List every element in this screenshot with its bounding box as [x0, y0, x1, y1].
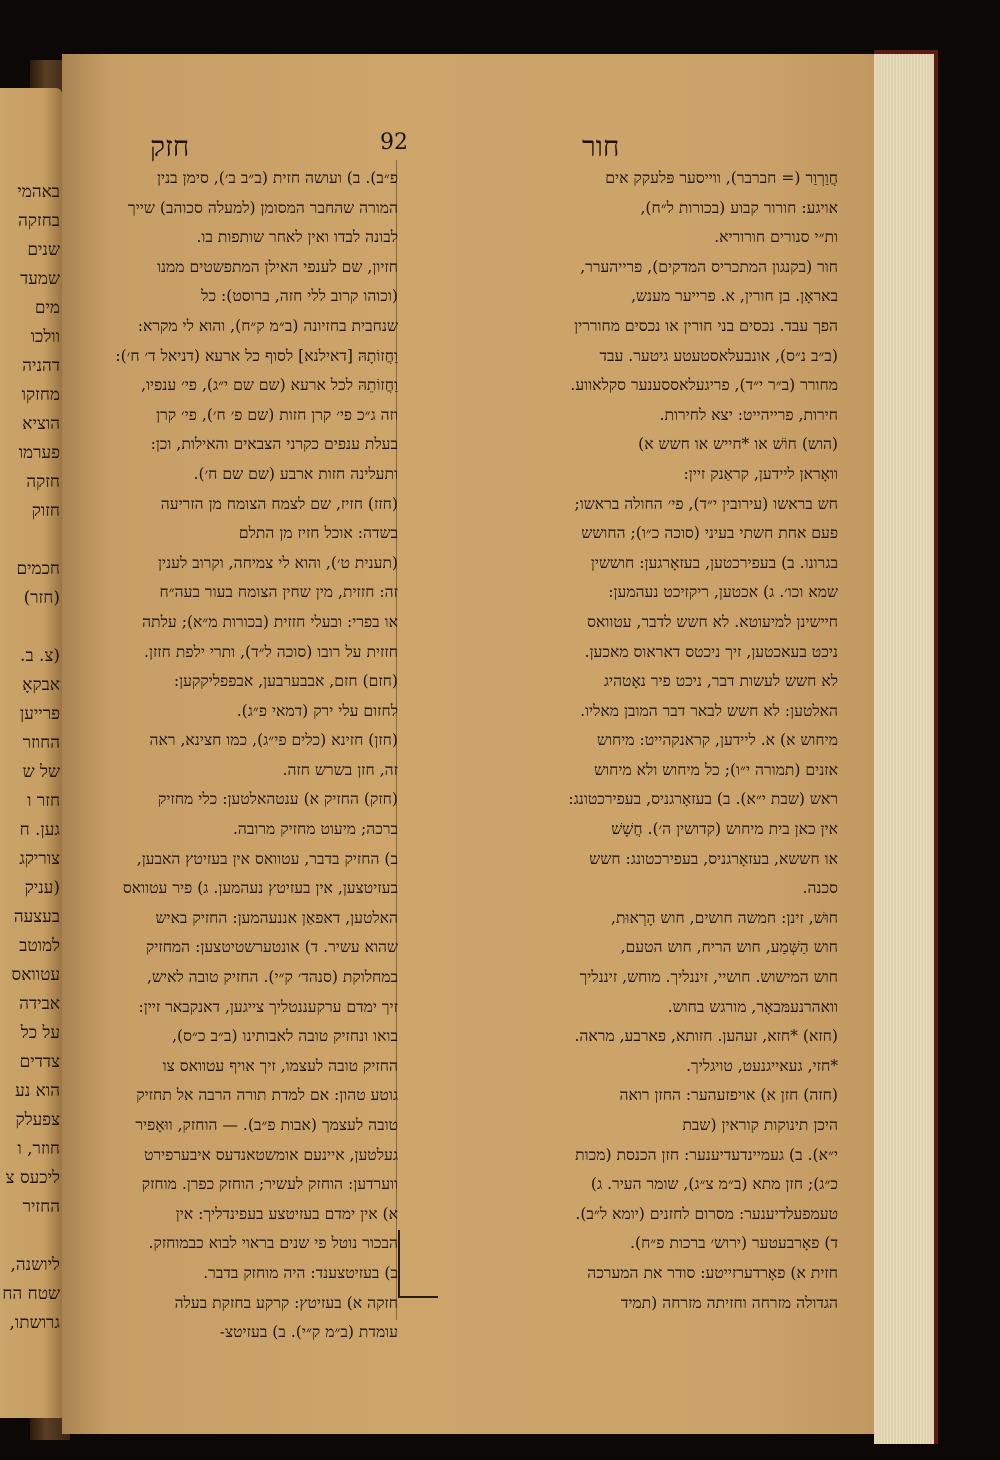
text-line: בגרונו. ב) בעפירכטען, בעזאָרגען: חוששין: [590, 553, 838, 572]
fragment-line: שנים: [27, 240, 60, 260]
text-line: חוש המישוש. חושיי, זיננליך. מוחש, זיננליך: [579, 968, 838, 987]
text-line: היכן תינוקות קוראין (שבת: [682, 1116, 838, 1134]
fragment-line: מים: [34, 298, 60, 318]
text-line: ותעלינה חזות ארבע (שם שם ח׳).: [193, 464, 398, 483]
text-line: ראש (שבת י״א). ב) בעזאָרגניס, בעפירכטונג:: [568, 790, 838, 809]
text-line: כ״ג); חזן מתא (ב״מ צ״ג), שומר העיר. ג): [590, 1175, 838, 1194]
text-line: או חששא, בעזאָרגניס, בעפירכטונג: חשש: [589, 849, 838, 868]
text-line: האלטען, דאפאַן אננעהמען: החזיק באיש: [155, 908, 398, 927]
text-line: (חזז) חזיז, שם לצמח הצומח מן הזריעה: [160, 494, 398, 513]
fragment-line: בחזקה: [18, 211, 60, 231]
text-line: מחורר (ב״ר י״ד), פריגעלאססענער סקלאווע.: [570, 376, 838, 395]
fragment-line: צפעלק: [15, 1110, 60, 1130]
text-line: חזיון, שם לענפי האילן המתפשטים ממנו: [157, 257, 398, 276]
text-line: (חזן) חזינא (כלים פי״ג), כמו חצינא, ראה: [149, 731, 398, 750]
page-edges: [874, 50, 938, 1444]
fragment-line: באהמי: [17, 182, 60, 202]
running-head-right: חור: [582, 130, 620, 163]
page-number: 92: [380, 130, 408, 155]
text-line: שמא וכו׳. ג) אכטען, ריקזיכט נעהמען:: [608, 583, 838, 602]
fragment-line: על כל: [20, 1023, 60, 1043]
bracket-mark-foot: [398, 1296, 438, 1298]
text-line: בשדה: אוכל חזיז מן התלם: [238, 524, 398, 543]
fragment-line: הוציא: [22, 414, 60, 434]
text-line: עומדת (ב״מ ק״י). ב) בעזיטצ-: [219, 1323, 398, 1342]
fragment-line: [0, 1222, 60, 1251]
text-line: חוּשׁ, זינן: חמשה חושים, חוש הָרְאוּת,: [611, 908, 838, 927]
text-line: במחלוקת (סנהד׳ ק״י). החזיק טובה לאיש,: [146, 968, 398, 987]
text-line: ב) החזיק בדבר, עטוואס אין בעזיטץ האבען,: [136, 849, 398, 868]
text-line: (חזק) החזיק א) ענטהאלטען: כלי מחזיק: [158, 790, 398, 809]
text-line: (ב״ב נ״ס), אונבעלאסטעטע גיטער. עבד: [599, 346, 838, 365]
bracket-mark: [398, 1230, 400, 1298]
text-line: חֲוַרְוַר (= חברבר), ווייסער פּלעקק אים: [605, 169, 838, 187]
text-line: וַחֲזוֹתָהּ [דאילנא] לסוף כל ארעא (דניאל ד׳ ח׳):: [115, 346, 398, 365]
fragment-line: החוזר: [22, 733, 60, 753]
fragment-line: חזר ו: [27, 791, 60, 811]
text-line: *חזי, געאייגנעט, טויגליך.: [686, 1056, 838, 1075]
running-head-left: חזק: [150, 130, 190, 163]
fragment-line: מחזקו: [21, 385, 60, 405]
text-line: בואו ונחזיק טובה לאבותינו (ב״ב כ״ס),: [172, 1027, 398, 1046]
fragment-line: צוריקג: [19, 849, 60, 869]
text-line: לא חשש לעשות דבר, ניכט פיר נאָטהיג: [603, 672, 838, 691]
fragment-line: שטח הח: [2, 1284, 60, 1304]
text-line: זיך ימדם ערקעננטליך צייגען, דאנקבאר זיין:: [138, 997, 398, 1016]
text-line: הבכור נוטל פי שנים בראוי לבוא כבמוחזק.: [148, 1234, 398, 1253]
fragment-line: חכמים: [16, 559, 60, 579]
right-text-column: [398, 164, 838, 1318]
fragment-line: עטוואס: [11, 965, 60, 985]
text-line: בעלת ענפים כקרני הצבאים והאילות, וכן:: [150, 435, 398, 454]
text-line: גוטע טהון: אם למדת תורה הרבה אל תחזיק: [136, 1086, 398, 1105]
text-line: חזזית על רובו (סוכה ל״ד), ותרי ילפת חזזן.: [144, 642, 398, 661]
text-line: א) אין ימדם בעזיטצע בעפינדליך: אין: [175, 1204, 398, 1223]
fragment-line: ליכעס צ: [5, 1168, 60, 1188]
fragment-line: (חזר): [23, 588, 60, 608]
text-line: טובה לעצמך (אבות פ״ב). — הוחזק, ווּאָפיר: [135, 1116, 398, 1134]
fragment-line: החזיר: [22, 1197, 60, 1217]
fragment-line: צדדים: [19, 1052, 60, 1072]
text-line: וואהרנעמּבאָר, מורגש בחוש.: [667, 997, 838, 1016]
text-line: חיישינן למיעוטא. לא חשש לדבר, עטוואס: [587, 612, 838, 631]
fragment-line: אבידה: [19, 994, 60, 1014]
text-line: פ״ב). ב) ועושה חזית (ב״ב ב׳), סימן בנין: [157, 169, 398, 187]
text-line: חור (בקנגון המתכריס המדקים), פרייהערר,: [580, 257, 838, 276]
text-line: חירות, פרייהייט: יצא לחירות.: [659, 405, 838, 424]
text-line: (תענית ט׳), והוא לי צמיחה, וקרוב לענין: [158, 553, 398, 572]
fragment-line: פרייען: [19, 704, 60, 724]
text-line: חזקה א) בעזיטץ: קרקע בחזקת בעלה: [174, 1293, 398, 1312]
text-line: אויגע: חורור קבוע (בכורות ל״ח),: [640, 198, 838, 217]
fragment-line: (צ. ב.: [20, 646, 60, 666]
fragment-line: דהניה: [22, 356, 60, 376]
fragment-line: [0, 613, 60, 642]
left-text-column: [66, 164, 398, 1348]
text-line: חזית א) פאָרדערזייטע: סודר את המערכה: [587, 1263, 838, 1282]
fragment-line: ליושנה,: [10, 1255, 60, 1275]
text-line: ד) פאָרבעטער (ירוש׳ ברכות פ״ח).: [630, 1234, 838, 1253]
text-line: ווערדען: הוחזק לעשיר; הוחזק כפרן. מוחזק: [141, 1175, 398, 1194]
text-line: לחזום עלי ירק (דמאי פ״ג).: [236, 701, 398, 720]
text-line: געלטען, איינעם אומשטאנדעס איבערפירט: [144, 1145, 398, 1164]
text-line: אין כאן בית מיחוש (קדושין ה׳). חֲשָׁשׁ: [611, 820, 838, 839]
fragment-line: הוא נע: [15, 1081, 60, 1101]
text-line: (וכוהו קרוב ללי חזה, ברוסט): כל: [201, 287, 398, 306]
fragment-line: (עניק: [24, 878, 60, 898]
text-line: הגדולה מזרחה וחזיתה מזרחה (תמיד: [620, 1293, 838, 1312]
fragment-line: וולכו: [30, 327, 60, 347]
text-line: מיחוש א) א. ליידען, קראנקהייט: מיחוש: [596, 731, 838, 750]
text-line: (הוש) חוֹשׁ או *חייש או חשש א): [638, 435, 838, 454]
text-line: לבונה לבדו ואין לאחר שותפות בו.: [196, 228, 398, 247]
text-line: טעמפעלדיענער: מסרום לחזנים (יומא ל״ב).: [575, 1204, 838, 1223]
fragment-line: שמעד: [20, 269, 60, 289]
fragment-line: למוטב: [19, 936, 60, 956]
text-line: ניכט בעאכטען, זיך ניכטס דאראוס מאכען.: [584, 642, 838, 661]
fragment-line: [0, 526, 60, 555]
text-line: שנחבית בחזיונה (ב״מ ק״ח), והוא לי מקרא:: [137, 316, 398, 335]
text-line: ות״י סנורים חורוריא.: [714, 228, 838, 247]
fragment-line: פערמו: [18, 443, 60, 463]
fragment-line: גרושתו,: [9, 1313, 60, 1333]
text-line: הפך עבד. נכסים בני חורין או נכסים מחוררין: [574, 316, 838, 335]
text-line: פעם אחת חשתי בעיני (סוכה כ״ו); החושש: [581, 524, 838, 543]
text-line: המורה שהחבר המסומן (למעלה סכוהב) שייך: [128, 198, 398, 217]
text-line: וַחֲזוֹתֵהּ לכל ארעא (שם שם י״ג), פי׳ ענפיו,: [141, 376, 398, 395]
text-line: ברכה; מיעוט מחזיק מרובה.: [232, 820, 398, 839]
text-line: או בפרי: ובעלי חזזית (בכורות מ״א); עלתה: [142, 612, 398, 631]
fragment-line: בעצעה: [13, 907, 60, 927]
text-line: באראָן. בן חורין, א. פרייער מענש,: [631, 287, 838, 306]
fragment-line: חזוק: [31, 501, 60, 521]
text-line: סכנה.: [802, 879, 838, 898]
text-line: ב) בעזיטצענד: היה מוחזק בדבר.: [203, 1263, 398, 1282]
text-line: האלטען: לא חשש לבאר דבר המובן מאליו.: [580, 701, 838, 720]
text-line: אזנים (תמורה י״ו); כל מיחוש ולא מיחוש: [594, 760, 838, 779]
left-page-text: [0, 178, 60, 1338]
fragment-line: חזקה: [26, 472, 60, 492]
fragment-line: גען. ח: [19, 820, 60, 840]
fragment-line: חוזר, ו: [17, 1139, 60, 1159]
text-line: וזה ג״כ פי׳ קרן חזות (שם פ׳ ח׳), פי׳ קרן: [156, 405, 398, 424]
text-line: זה: חזזית, מין שחין הצומח בעור בעה״ח: [159, 583, 398, 602]
text-line: זה, חזן בשרש חזה.: [282, 760, 398, 779]
text-line: וואָראן ליידען, קראַנק זיין:: [683, 464, 838, 483]
text-line: י״א). ב) געמיינדעדיענער: חזן הכנסת (מכות: [575, 1145, 838, 1164]
text-line: (חזה) חזן א) אויפזעהער: החזן רואה: [619, 1086, 838, 1105]
text-line: שהוא עשיר. ד) אונטערשטיטצען: המחזיק: [145, 938, 398, 957]
fragment-line: של ש: [22, 762, 60, 782]
text-line: חש בראשו (עירובין י״ד), פי׳ החולה בראשו;: [574, 494, 838, 513]
fragment-line: אבקאָ: [22, 675, 60, 695]
text-line: (חזא) *חזא, זעהען. חזותא, פארבע, מראה.: [574, 1027, 838, 1046]
left-facing-page: [0, 88, 62, 1418]
text-line: (חזם) חזם, אבבערבען, אבפפליקקען:: [173, 672, 398, 691]
text-line: חוש הַשְּׁמַע, חוש הריח, חוש הטעם,: [620, 938, 838, 957]
text-line: החזיק טובה לעצמו, זיך אויף עטוואס צו: [162, 1056, 398, 1075]
text-line: בעזיטצען, אין בעזיטץ נעהמען. ג) פיר עטוואס: [122, 879, 398, 898]
